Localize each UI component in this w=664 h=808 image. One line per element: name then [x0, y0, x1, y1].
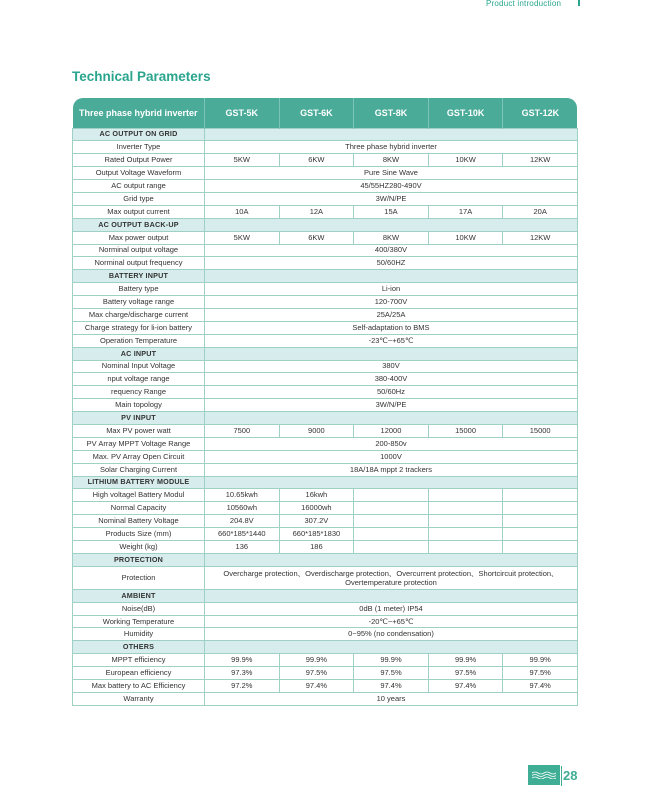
value-cell: 15000 — [503, 424, 578, 437]
value-cell: 10KW — [428, 231, 503, 244]
row-label: Charge strategy for li-ion battery — [73, 321, 205, 334]
value-cell: 186 — [279, 541, 354, 554]
row-label: Max output current — [73, 205, 205, 218]
value-cell: 97.5% — [428, 667, 503, 680]
section-label: AC INPUT — [73, 347, 205, 360]
merged-value-cell: 200-850v — [205, 437, 578, 450]
section-label: PV INPUT — [73, 412, 205, 425]
section-row — [73, 641, 578, 654]
merged-value-cell: Self-adaptation to BMS — [205, 321, 578, 334]
row-label: Protection — [73, 566, 205, 589]
row-label: Max battery to AC Efficiency — [73, 680, 205, 693]
value-cell: 10KW — [428, 154, 503, 167]
value-cell: 97.4% — [503, 680, 578, 693]
row-label: Norminal output voltage — [73, 244, 205, 257]
value-cell: 97.4% — [354, 680, 429, 693]
table-row — [73, 334, 578, 347]
merged-value-cell: Pure Sine Wave — [205, 167, 578, 180]
table-row — [73, 167, 578, 180]
table-row — [73, 399, 578, 412]
value-cell: 10560wh — [205, 502, 280, 515]
value-cell: 99.9% — [503, 654, 578, 667]
row-label: Battery type — [73, 283, 205, 296]
row-label: Battery voltage range — [73, 296, 205, 309]
section-row — [73, 128, 578, 141]
value-cell — [503, 502, 578, 515]
value-cell — [503, 541, 578, 554]
row-label: Nominal Input Voltage — [73, 360, 205, 373]
row-label: Working Temperature — [73, 615, 205, 628]
value-cell: 9000 — [279, 424, 354, 437]
merged-value-cell: 18A/18A mppt 2 trackers — [205, 463, 578, 476]
merged-value-cell: 10 years — [205, 692, 578, 705]
table-row — [73, 692, 578, 705]
section-fill — [205, 641, 578, 654]
merged-value-cell: Overcharge protection、Overdischarge protection、Overcurrent protection、Shortcircuit protection、Overtemperature protection — [205, 566, 578, 589]
table-row — [73, 463, 578, 476]
header-model: GST-6K — [279, 98, 354, 128]
table-row — [73, 386, 578, 399]
table-row — [73, 360, 578, 373]
value-cell: 99.9% — [354, 654, 429, 667]
value-cell: 16000wh — [279, 502, 354, 515]
page-title: Technical Parameters — [72, 69, 211, 84]
table-row — [73, 680, 578, 693]
row-label: Products Size (mm) — [73, 528, 205, 541]
table-row — [73, 667, 578, 680]
table-row — [73, 450, 578, 463]
table-header-row — [73, 98, 578, 128]
value-cell — [354, 528, 429, 541]
row-label: Output Voltage Waveform — [73, 167, 205, 180]
section-label: LITHIUM BATTERY MODULE — [73, 476, 205, 489]
value-cell: 307.2V — [279, 515, 354, 528]
value-cell: 6KW — [279, 231, 354, 244]
table-row — [73, 489, 578, 502]
value-cell: 8KW — [354, 231, 429, 244]
merged-value-cell: 0~95% (no condensation) — [205, 628, 578, 641]
row-label: High voltagel Battery Modul — [73, 489, 205, 502]
header-model: GST-8K — [354, 98, 429, 128]
value-cell — [428, 541, 503, 554]
value-cell: 20A — [503, 205, 578, 218]
value-cell: 17A — [428, 205, 503, 218]
section-row — [73, 412, 578, 425]
table-row — [73, 231, 578, 244]
header-product-type: Three phase hybrid inverter — [73, 98, 205, 128]
section-label: BATTERY INPUT — [73, 270, 205, 283]
table-row — [73, 244, 578, 257]
value-cell: 97.4% — [279, 680, 354, 693]
table-row — [73, 283, 578, 296]
table-row — [73, 154, 578, 167]
row-label: nput voltage range — [73, 373, 205, 386]
section-label: PROTECTION — [73, 553, 205, 566]
table-row — [73, 541, 578, 554]
value-cell: 10A — [205, 205, 280, 218]
section-fill — [205, 218, 578, 231]
value-cell: 99.9% — [428, 654, 503, 667]
table-row — [73, 502, 578, 515]
section-row — [73, 476, 578, 489]
value-cell: 10.65kwh — [205, 489, 280, 502]
merged-value-cell: 50/60Hz — [205, 386, 578, 399]
value-cell — [428, 528, 503, 541]
row-label: Humidity — [73, 628, 205, 641]
row-label: Main topology — [73, 399, 205, 412]
value-cell — [428, 502, 503, 515]
value-cell — [428, 489, 503, 502]
table-row — [73, 257, 578, 270]
row-label: Weight (kg) — [73, 541, 205, 554]
value-cell: 660*185*1830 — [279, 528, 354, 541]
value-cell: 99.9% — [205, 654, 280, 667]
value-cell — [428, 515, 503, 528]
row-label: Normal Capacity — [73, 502, 205, 515]
row-label: PV Array MPPT Voltage Range — [73, 437, 205, 450]
header-model: GST-5K — [205, 98, 280, 128]
table-row — [73, 628, 578, 641]
table-row — [73, 192, 578, 205]
row-label: European efficiency — [73, 667, 205, 680]
section-fill — [205, 553, 578, 566]
value-cell: 15000 — [428, 424, 503, 437]
table-row — [73, 615, 578, 628]
table-row — [73, 141, 578, 154]
row-label: Norminal output frequency — [73, 257, 205, 270]
section-row — [73, 553, 578, 566]
row-label: Warranty — [73, 692, 205, 705]
header-model: GST-10K — [428, 98, 503, 128]
merged-value-cell: 3W/N/PE — [205, 192, 578, 205]
row-label: Solar Charging Current — [73, 463, 205, 476]
row-label: Max. PV Array Open Circuit — [73, 450, 205, 463]
value-cell: 16kwh — [279, 489, 354, 502]
value-cell: 5KW — [205, 231, 280, 244]
value-cell: 99.9% — [279, 654, 354, 667]
row-label: Rated Output Power — [73, 154, 205, 167]
value-cell — [354, 515, 429, 528]
merged-value-cell: 120-700V — [205, 296, 578, 309]
merged-value-cell: 400/380V — [205, 244, 578, 257]
value-cell — [503, 528, 578, 541]
section-row — [73, 218, 578, 231]
value-cell — [354, 489, 429, 502]
value-cell: 12KW — [503, 154, 578, 167]
table-row — [73, 515, 578, 528]
row-label: AC output range — [73, 180, 205, 193]
section-fill — [205, 412, 578, 425]
spec-table — [72, 98, 578, 706]
merged-value-cell: 0dB (1 meter) IP54 — [205, 602, 578, 615]
row-label: MPPT efficiency — [73, 654, 205, 667]
section-fill — [205, 589, 578, 602]
table-row — [73, 528, 578, 541]
table-row — [73, 296, 578, 309]
merged-value-cell: 3W/N/PE — [205, 399, 578, 412]
table-row — [73, 424, 578, 437]
merged-value-cell: Three phase hybrid inverter — [205, 141, 578, 154]
merged-value-cell: 50/60HZ — [205, 257, 578, 270]
section-label: AC OUTPUT ON GRID — [73, 128, 205, 141]
row-label: Max power output — [73, 231, 205, 244]
page-badge — [528, 765, 560, 785]
section-fill — [205, 347, 578, 360]
merged-value-cell: 25A/25A — [205, 308, 578, 321]
section-row — [73, 589, 578, 602]
value-cell: 5KW — [205, 154, 280, 167]
value-cell: 204.8V — [205, 515, 280, 528]
table-row — [73, 566, 578, 589]
merged-value-cell: -23℃~+65℃ — [205, 334, 578, 347]
value-cell: 12A — [279, 205, 354, 218]
table-row — [73, 321, 578, 334]
section-label: AC OUTPUT BACK-UP — [73, 218, 205, 231]
merged-value-cell: 1000V — [205, 450, 578, 463]
section-label: OTHERS — [73, 641, 205, 654]
value-cell — [354, 502, 429, 515]
merged-value-cell: 45/55HZ280-490V — [205, 180, 578, 193]
value-cell: 97.4% — [428, 680, 503, 693]
table-row — [73, 602, 578, 615]
merged-value-cell: Li-ion — [205, 283, 578, 296]
table-row — [73, 654, 578, 667]
table-row — [73, 180, 578, 193]
merged-value-cell: -20℃~+65℃ — [205, 615, 578, 628]
section-fill — [205, 476, 578, 489]
spec-table-body — [73, 128, 578, 705]
section-fill — [205, 270, 578, 283]
section-fill — [205, 128, 578, 141]
section-row — [73, 270, 578, 283]
value-cell — [503, 515, 578, 528]
value-cell: 97.3% — [205, 667, 280, 680]
value-cell: 97.5% — [354, 667, 429, 680]
table-row — [73, 373, 578, 386]
value-cell: 97.5% — [279, 667, 354, 680]
row-label: Operation Temperature — [73, 334, 205, 347]
header-tag-bar — [578, 0, 580, 6]
value-cell: 136 — [205, 541, 280, 554]
value-cell — [503, 489, 578, 502]
row-label: requency Range — [73, 386, 205, 399]
header-tag: Product introduction — [486, 0, 562, 6]
value-cell: 15A — [354, 205, 429, 218]
row-label: Nominal Battery Voltage — [73, 515, 205, 528]
row-label: Grid type — [73, 192, 205, 205]
merged-value-cell: 380-400V — [205, 373, 578, 386]
page-number: 28 — [563, 768, 578, 783]
section-label: AMBIENT — [73, 589, 205, 602]
value-cell: 12KW — [503, 231, 578, 244]
value-cell: 8KW — [354, 154, 429, 167]
merged-value-cell: 380V — [205, 360, 578, 373]
value-cell: 7500 — [205, 424, 280, 437]
value-cell: 97.2% — [205, 680, 280, 693]
row-label: Max charge/discharge current — [73, 308, 205, 321]
value-cell: 97.5% — [503, 667, 578, 680]
table-row — [73, 308, 578, 321]
table-row — [73, 205, 578, 218]
row-label: Noise(dB) — [73, 602, 205, 615]
value-cell — [354, 541, 429, 554]
value-cell: 12000 — [354, 424, 429, 437]
wave-icon — [532, 771, 556, 779]
value-cell: 6KW — [279, 154, 354, 167]
header-model: GST-12K — [503, 98, 578, 128]
row-label: Max PV power watt — [73, 424, 205, 437]
page-divider — [561, 766, 562, 786]
row-label: Inverter Type — [73, 141, 205, 154]
value-cell: 660*185*1440 — [205, 528, 280, 541]
section-row — [73, 347, 578, 360]
table-row — [73, 437, 578, 450]
